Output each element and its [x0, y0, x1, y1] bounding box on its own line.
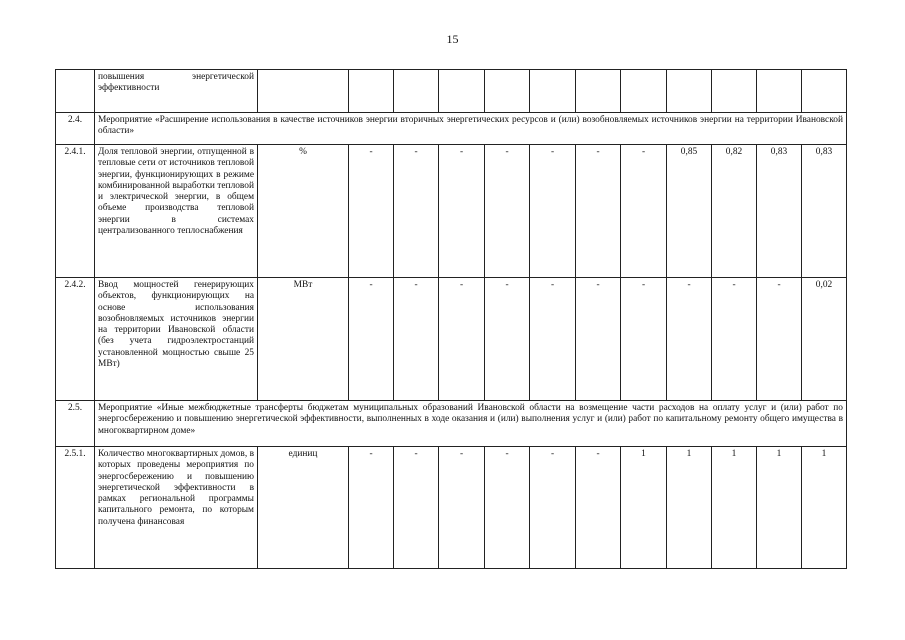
- indicator-name: Доля тепловой энергии, отпущенной в тепловые сети от источников тепловой энергии, функционирующих в режиме комбинированной выработки тепловой и электрической энергии, в общем объеме производства тепловой энергии в системах централизованного теплоснабжения: [95, 145, 258, 278]
- indicator-row: [56, 70, 847, 113]
- indicator-value: -: [439, 278, 485, 401]
- row-number: 2.4.: [56, 113, 95, 145]
- event-title: Мероприятие «Иные межбюджетные трансферты бюджетам муниципальных образований Ивановской области на возмещение части расходов на оплату услуг и (или) работ по энергосбережению и повышению энергетической эффективности, выполненных в ходе оказания и (или) выполнения услуг и (или) работ по капитальному ремонту общего имущества в многоквартирном доме»: [95, 401, 847, 447]
- indicator-row: [56, 145, 847, 278]
- event-title: Мероприятие «Расширение использования в качестве источников энергии вторичных энергетических ресурсов и (или) возобновляемых источников энергии на территории Ивановской области»: [95, 113, 847, 145]
- indicator-value: [757, 70, 802, 113]
- indicator-value: [802, 70, 847, 113]
- indicator-value: -: [621, 278, 667, 401]
- indicator-name: повышения энергетической эффективности: [95, 70, 258, 113]
- indicator-unit: единиц: [258, 447, 349, 569]
- indicator-value: -: [757, 278, 802, 401]
- indicator-value: [394, 70, 439, 113]
- indicator-value: -: [394, 278, 439, 401]
- indicators-table: [55, 69, 847, 569]
- row-number: 2.4.2.: [56, 278, 95, 401]
- indicator-value: -: [439, 145, 485, 278]
- indicator-value: -: [439, 447, 485, 569]
- indicator-value: -: [530, 447, 576, 569]
- indicator-value: [576, 70, 621, 113]
- indicator-value: 0,85: [667, 145, 712, 278]
- row-number: [56, 70, 95, 113]
- indicator-value: [712, 70, 757, 113]
- indicator-value: 0,83: [802, 145, 847, 278]
- indicator-value: [621, 70, 667, 113]
- indicator-value: [439, 70, 485, 113]
- indicator-value: -: [576, 447, 621, 569]
- indicator-value: 1: [802, 447, 847, 569]
- indicator-value: 1: [667, 447, 712, 569]
- indicator-value: 1: [712, 447, 757, 569]
- indicator-unit: %: [258, 145, 349, 278]
- indicator-value: -: [485, 278, 530, 401]
- indicator-value: [667, 70, 712, 113]
- indicator-value: 1: [621, 447, 667, 569]
- indicator-value: -: [621, 145, 667, 278]
- indicator-value: 0,82: [712, 145, 757, 278]
- indicator-value: -: [576, 145, 621, 278]
- indicator-value: -: [349, 278, 394, 401]
- row-number: 2.4.1.: [56, 145, 95, 278]
- indicator-value: [349, 70, 394, 113]
- indicator-name: Количество многоквартирных домов, в которых проведены мероприятия по энергосбережению и повышению энергетической эффективности в рамках региональной программы капитального ремонта, по которым получена финансовая: [95, 447, 258, 569]
- indicator-value: [485, 70, 530, 113]
- indicator-value: -: [530, 145, 576, 278]
- indicator-row: [56, 278, 847, 401]
- indicator-row: [56, 447, 847, 569]
- indicator-value: -: [394, 145, 439, 278]
- indicator-value: 0,02: [802, 278, 847, 401]
- indicator-value: -: [712, 278, 757, 401]
- indicator-value: 1: [757, 447, 802, 569]
- indicator-value: -: [576, 278, 621, 401]
- row-number: 2.5.: [56, 401, 95, 447]
- indicator-value: -: [530, 278, 576, 401]
- event-row: [56, 113, 847, 145]
- page-number: 15: [446, 32, 459, 46]
- row-number: 2.5.1.: [56, 447, 95, 569]
- indicator-unit: [258, 70, 349, 113]
- indicator-value: -: [349, 145, 394, 278]
- event-row: [56, 401, 847, 447]
- indicator-unit: МВт: [258, 278, 349, 401]
- indicator-value: -: [667, 278, 712, 401]
- indicator-value: -: [485, 145, 530, 278]
- indicator-value: [530, 70, 576, 113]
- indicator-value: 0,83: [757, 145, 802, 278]
- indicator-value: -: [394, 447, 439, 569]
- indicator-name: Ввод мощностей генерирующих объектов, функционирующих на основе использования возобновляемых источников энергии на территории Ивановской области (без учета гидроэлектростанций установленной мощностью свыше 25 МВт): [95, 278, 258, 401]
- indicator-value: -: [485, 447, 530, 569]
- indicator-value: -: [349, 447, 394, 569]
